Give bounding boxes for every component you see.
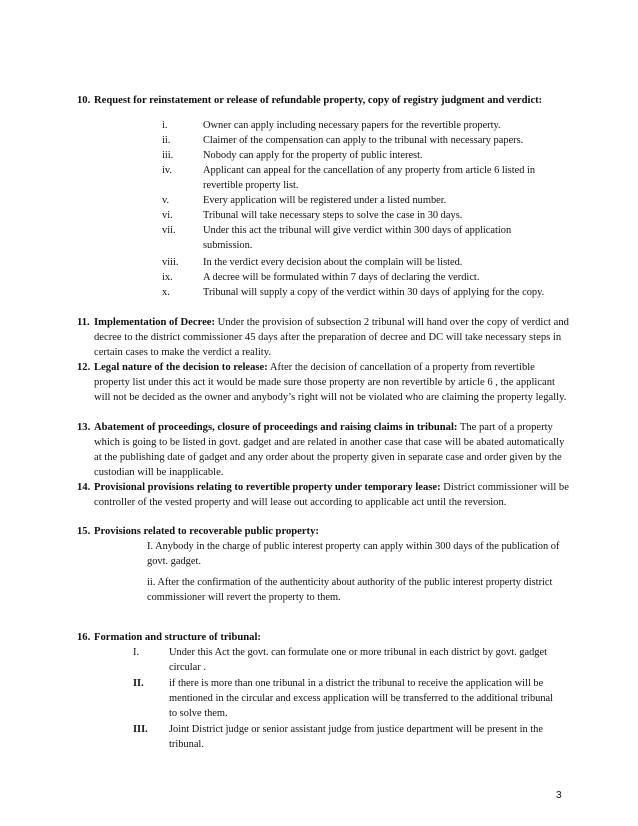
section-12-heading: Legal nature of the decision to release: (94, 362, 268, 373)
s10-item-2-num: ii. (162, 135, 171, 146)
s10-item-4-text: Applicant can appeal for the cancellation of any property from article 6 listed in revertible property list. (203, 165, 536, 191)
s16-item-1-num: I. (133, 647, 140, 658)
section-15 (77, 524, 573, 539)
s10-item-9-num: ix. (162, 272, 173, 283)
section-16-heading: Formation and structure of tribunal: (94, 632, 261, 643)
section-16-number: 16. (77, 632, 91, 643)
s10-item-3-text: Nobody can apply for the property of public interest. (203, 150, 423, 161)
section-10-heading: Request for reinstatement or release of refundable property, copy of registry judgment and verdict: (94, 95, 543, 106)
s10-item-3-num: iii. (162, 150, 174, 161)
section-11 (77, 315, 573, 360)
section-11-heading: Implementation of Decree: (94, 317, 216, 328)
s16-item-3-text: Joint District judge or senior assistant judge from justice department will be present in the tribunal. (169, 724, 543, 750)
s16-item-3-num: III. (133, 724, 148, 735)
s16-item-2-num: II. (133, 678, 144, 689)
section-13 (77, 420, 573, 480)
section-14-heading: Provisional provisions relating to revertible property under temporary lease: (94, 482, 441, 493)
s10-item-9-text: A decree will be formulated within 7 days of declaring the verdict. (203, 272, 480, 283)
s10-item-5-text: Every application will be registered under a listed number. (203, 195, 447, 206)
section-15-number: 15. (77, 526, 91, 537)
section-13-heading: Abatement of proceedings, closure of proceedings and raising claims in tribunal: (94, 422, 458, 433)
s10-item-4-num: iv. (162, 165, 173, 176)
s10-item-2-text: Claimer of the compensation can apply to the tribunal with necessary papers. (203, 135, 524, 146)
s10-item-5-num: v. (162, 195, 170, 206)
section-13-number: 13. (77, 422, 91, 433)
page-number: 3 (556, 790, 562, 801)
s10-item-6-num: vi. (162, 210, 173, 221)
s16-item-1-text: Under this Act the govt. can formulate one or more tribunal in each district by govt. gadget circular . (169, 647, 547, 673)
section-13-text: The part of a property which is going to be listed in govt. gadget and are related in another case that case will be abated automatically at the publishing date of gadget and any order about the property given in separate case and order given by the custodian will be inapplicable. (94, 422, 565, 478)
section-10 (77, 93, 573, 108)
section-14-number: 14. (77, 482, 91, 493)
section-10-number: 10. (77, 95, 91, 106)
s10-item-8-text: In the verdict every decision about the complain will be listed. (203, 257, 463, 268)
s10-item-7-text: Under this act the tribunal will give verdict within 300 days of application submission. (203, 225, 512, 251)
s10-item-10-text: Tribunal will supply a copy of the verdict within 30 days of applying for the copy. (203, 287, 545, 298)
section-12 (77, 360, 573, 405)
s16-item-2-text: if there is more than one tribunal in a district the tribunal to receive the application will be mentioned in the circular and excess application will be transferred to the additional tribunal to solve them. (169, 678, 554, 719)
section-15-paragraph-2: ii. After the confirmation of the authenticity about authority of the public interest property district commissioner will revert the property to them. (147, 577, 553, 603)
section-15-paragraph-1: I. Anybody in the charge of public interest property can apply within 300 days of the publication of govt. gadget. (147, 541, 560, 567)
section-11-number: 11. (77, 317, 90, 328)
section-14 (77, 480, 573, 510)
s10-item-7-num: vii. (162, 225, 176, 236)
section-14-text: District commissioner will be controller of the vested property and will lease out according to applicable act until the reversion. (94, 482, 569, 508)
s10-item-1-text: Owner can apply including necessary papers for the revertible property. (203, 120, 501, 131)
s10-item-8-num: viii. (162, 257, 179, 268)
s10-item-1-num: i. (162, 120, 168, 131)
section-16 (77, 630, 573, 645)
section-15-heading: Provisions related to recoverable public property: (94, 526, 319, 537)
section-11-text: Under the provision of subsection 2 tribunal will hand over the copy of verdict and decree to the district commissioner 45 days after the preparation of decree and DC will take necessary steps in certain cases to make the verdict a reality. (94, 317, 569, 358)
s10-item-10-num: x. (162, 287, 170, 298)
s10-item-6-text: Tribunal will take necessary steps to solve the case in 30 days. (203, 210, 463, 221)
section-12-text: After the decision of cancellation of a property from revertible property list under this act it would be made sure those property are non revertible by article 6 , the applicant will not be decided as the owner and anybody’s right will not be violated who are claiming the property legally. (94, 362, 567, 403)
section-12-number: 12. (77, 362, 91, 373)
